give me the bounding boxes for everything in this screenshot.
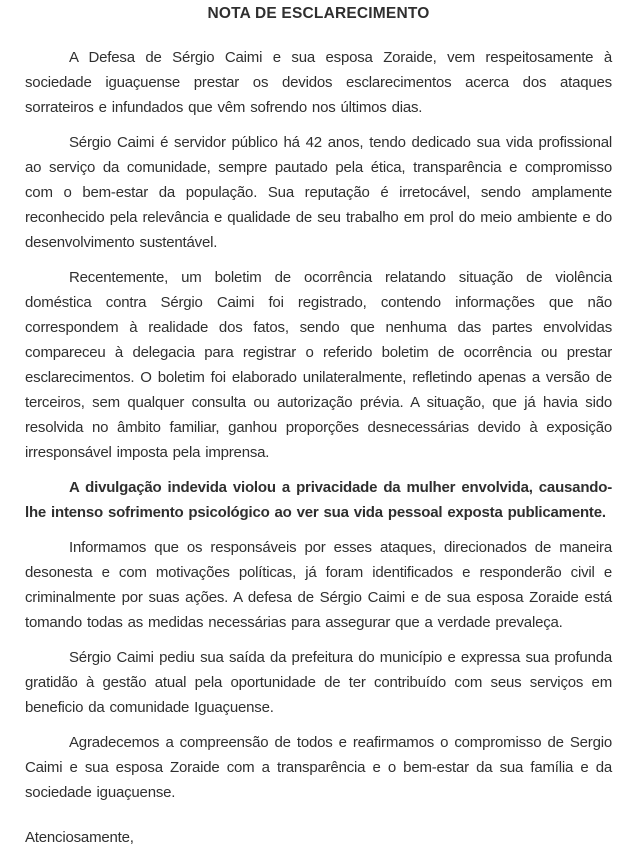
paragraph-privacy-bold: A divulgação indevida violou a privacidade da mulher envolvida, causando-lhe intenso sofrimento psicológico ao ver sua vida pessoal exposta publicamente.	[25, 479, 612, 521]
closing-text: Atenciosamente,	[25, 829, 134, 846]
paragraph-gratitude: Agradecemos a compreensão de todos e reafirmamos o compromisso de Sergio Caimi e sua esposa Zoraide com a transparência e o bem-estar da sua família e da sociedade iguaçuense.	[25, 734, 612, 801]
paragraph-police-report: Recentemente, um boletim de ocorrência relatando situação de violência doméstica contra Sérgio Caimi foi registrado, contendo informações que não correspondem à realidade dos fatos, sendo que nenhuma das partes envolvidas compareceu à delegacia para registrar o referido boletim de ocorrência ou prestar esclarecimentos. O boletim foi elaborado unilateralmente, refletindo apenas a versão de terceiros, sem qualquer consulta ou autorização prévia. A situação, que já havia sido resolvida no âmbito familiar, ganhou proporções desnecessárias devido à exposição irresponsável imposta pela imprensa.	[25, 269, 612, 461]
document-title: NOTA DE ESCLARECIMENTO	[207, 5, 430, 22]
paragraph-career: Sérgio Caimi é servidor público há 42 anos, tendo dedicado sua vida profissional ao serviço da comunidade, sempre pautado pela ética, transparência e compromisso com o bem-estar da população. Sua reputação é irretocável, sendo amplamente reconhecido pela relevância e qualidade de seu trabalho em prol do meio ambiente e do desenvolvimento sustentável.	[25, 134, 612, 251]
paragraph-intro: A Defesa de Sérgio Caimi e sua esposa Zoraide, vem respeitosamente à sociedade iguaçuense prestar os devidos esclarecimentos acerca dos ataques sorrateiros e infundados que vêm sofrendo nos últimos dias.	[25, 49, 612, 116]
paragraph-resignation: Sérgio Caimi pediu sua saída da prefeitura do município e expressa sua profunda gratidão à gestão atual pela oportunidade de ter contribuído com seus serviços em beneficio da comunidade Iguaçuense.	[25, 649, 612, 716]
paragraph-legal-response: Informamos que os responsáveis por esses ataques, direcionados de maneira desonesta e com motivações políticas, já foram identificados e responderão civil e criminalmente por suas ações. A defesa de Sérgio Caimi e de sua esposa Zoraide está tomando todas as medidas necessárias para assegurar que a verdade prevaleça.	[25, 539, 612, 631]
